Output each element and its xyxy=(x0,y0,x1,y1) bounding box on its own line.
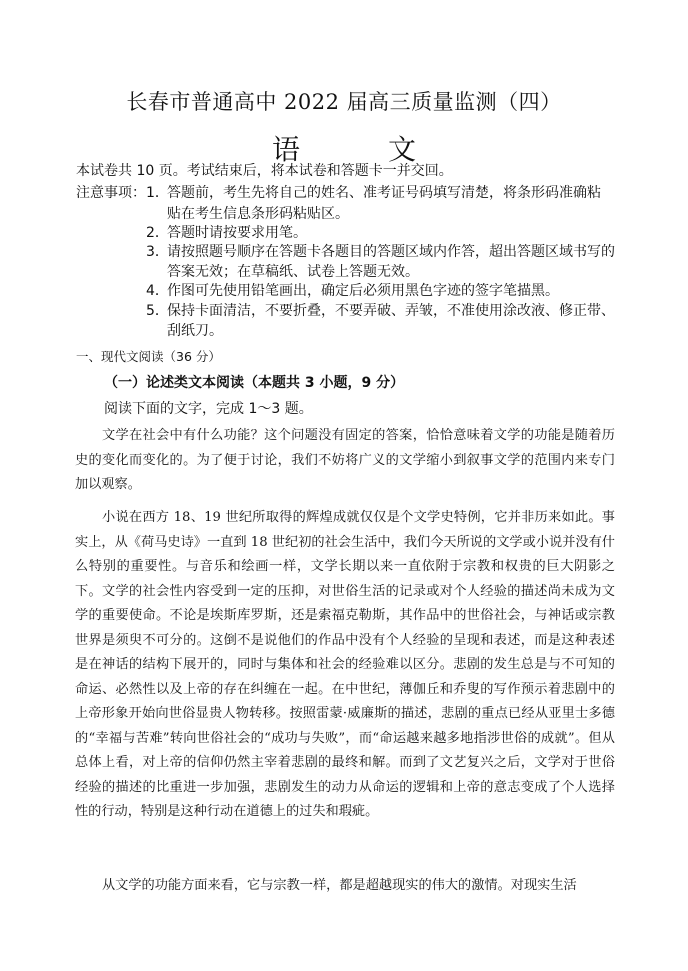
notice-item-text: 贴在考生信息条形码粘贴区。 xyxy=(167,206,349,222)
notice-item-text: 答题时请按要求用笔。 xyxy=(167,225,307,241)
subject-title: 语 文 xyxy=(271,133,446,166)
notice-item-text: 作图可先使用铅笔画出，确定后必须用黑色字迹的签字笔描黑。 xyxy=(167,283,559,299)
section-sub-heading: （一）论述类文本阅读（本题共 3 小题，9 分） xyxy=(104,375,405,391)
notice-item-text: 答题前，考生先将自己的姓名、准考证号码填写清楚，将条形码准确粘 xyxy=(167,185,601,201)
passage-paragraph: 小说在西方 18、19 世纪所取得的辉煌成就仅仅是个文学史特例，它并非历来如此。事实上，从《荷马史诗》一直到 18 世纪初的社会生活中，我们今天所说的文学或小说并没有什么特别的重要性。与音乐和绘画一样，文学长期以来一直依附于宗教和权贵的巨大阴影之下。文学的社会性内容受到一定的压抑，对世俗生活的记录或对个人经验的描述尚未成为文学的重要使命。不论是埃斯库罗斯，还是索福克勒斯，其作品中的世俗社会，与神话或宗教世界是须臾不可分的。这倒不是说他们的作品中没有个人经验的呈现和表述，而是这种表述是在神话的结构下展开的，同时与集体和社会的经验难以区分。悲剧的发生总是与不可知的命运、必然性以及上帝的存在纠缠在一起。在中世纪，薄伽丘和乔叟的写作预示着悲剧中的上帝形象开始向世俗显贵人物转移。按照雷蒙·威廉斯的描述，悲剧的重点已经从亚里士多德的“幸福与苦难”转向世俗社会的“成功与失败”，而“命运越来越多地指涉世俗的成就”。但从总体上看，对上帝的信仰仍然主宰着悲剧的最终和解。而到了文艺复兴之后，文学对于世俗经验的描述的比重进一步加强，悲剧发生的动力从命运的逻辑和上帝的意志变成了个人选择性的行动，特别是这种行动在道德上的过失和瑕疵。 xyxy=(75,510,615,819)
notice-item-number: 3． xyxy=(146,244,169,260)
notice-item-number: 4． xyxy=(146,283,169,299)
notice-item-number: 5． xyxy=(146,303,169,319)
intro-text: 本试卷共 10 页。考试结束后，将本试卷和答题卡一并交回。 xyxy=(76,163,453,179)
notice-item-number: 2． xyxy=(146,225,169,241)
notice-item-text: 答案无效；在草稿纸、试卷上答题无效。 xyxy=(167,264,419,280)
reading-instruction: 阅读下面的文字，完成 1～3 题。 xyxy=(104,401,313,417)
exam-title: 长春市普通高中 2022 届高三质量监测（四） xyxy=(126,90,562,114)
section-heading: 一、现代文阅读（36 分） xyxy=(76,349,221,364)
notice-item-number: 1． xyxy=(146,185,169,201)
notice-item-text: 保持卡面清洁，不要折叠，不要弄破、弄皱，不准使用涂改液、修正带、 xyxy=(167,303,615,319)
notice-label: 注意事项： xyxy=(76,185,146,201)
notice-item-text: 刮纸刀。 xyxy=(167,323,223,339)
passage-paragraph: 从文学的功能方面来看，它与宗教一样，都是超越现实的伟大的激情。对现实生活 xyxy=(102,878,577,893)
notice-item-text: 请按照题号顺序在答题卡各题目的答题区域内作答，超出答题区域书写的 xyxy=(167,244,615,260)
passage-paragraph: 文学在社会中有什么功能？这个问题没有固定的答案，恰恰意味着文学的功能是随着历史的变化而变化的。为了便于讨论，我们不妨将广义的文学缩小到叙事文学的范围内来专门加以观察。 xyxy=(75,428,615,492)
